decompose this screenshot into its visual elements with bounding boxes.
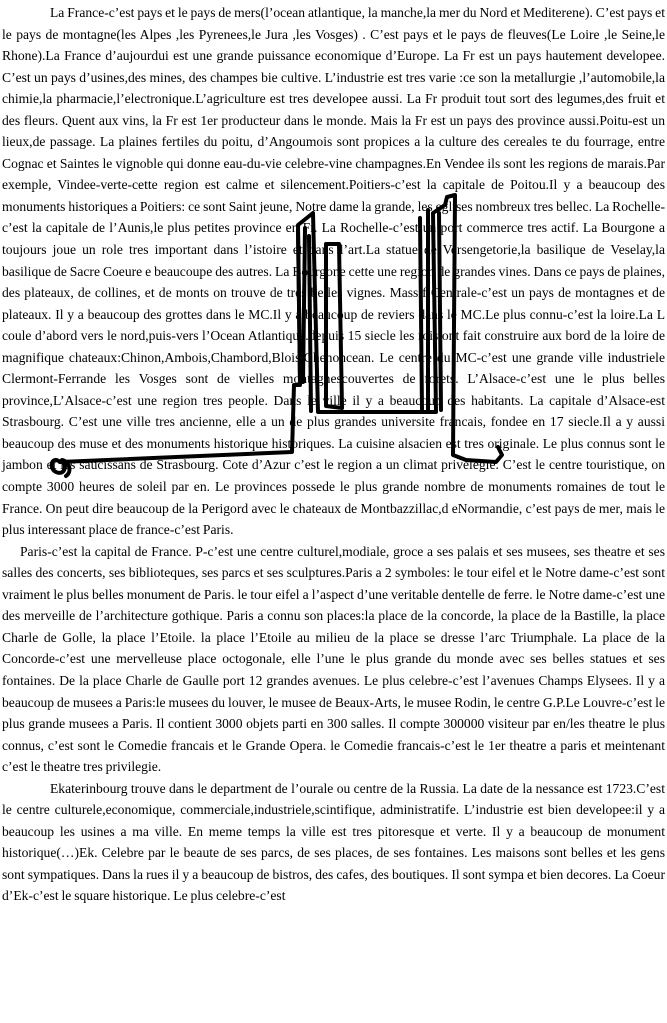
paragraph-france: La France-c’est pays et le pays de mers(l’ocean atlantique, la manche,la mer du Nord et Mediterene). C’est pays et le pays de montagne(les Alpes ,les Pyrenees,le Jura ,les Vosges) . C’est pays et le pays de fleuves(Le Loire ,le Seine,le Rhone).La France d’aujourdui est une grande puissance economique d’Europe. La Fr est un pays hautement developee. C’est un pays d’usines,des mines, des champes bie cultive. L’industrie est tres varie :ce son la metallurgie ,l’automobile,la chimie,la pharmacie,l’electronique.L’agriculture est tres developee aussi. La Fr produit tout sort des legumes,des fruit et des fleurs. Quent aux vins, la Fr est 1er producteur dans le monde. Mais la Fr est un pays des province aussi.Poitu-est un lieux,de passage. La plaines fertiles du poitu, d’Angoumois sont propices a la culture des cereales te du fourrage, entre Cognac et Saintes le vignoble qui donne eau-du-vie celebre-vine champagnes.En Vendee ils sont les regions de marais.Par exemple, Vindee-verte-cette region est calme et silencement.Poitiers-c’est la capitale de Poitou.Il y a beaucoup des monuments historiques a Poitiers: ce sont Saint jeune, Notre dame la grande, les eglises nombreux tres bellec. La Rochelle-c’est la capitale de l’Aunis,le plus petites province en Fr. La Rochelle-c’est un port commerce tres actif. La Bourgone a toujours joue un role tres important dans l’istoire et dans l’art.La statue de Versengetorie,la basilique de Veselay,la basilique de Sacre Coeure e beaucoupe des autres. La Bourgone cette une region de grandes vines. Dans ce pays de plaines, des plateaux, de collines, et de monts on trouve de tres belles vignes. Massif Centrale-c’est un pays de montagnes et de plateaux. Il y a beaucoup des grottes dans le MC.Il y a beaucoup de reviers dans le MC.Le plus connu-c’est la loire.La L coule d’abord vers le nord,puis-vers l’Ocean Atlantique.depuis 15 siecle les rois ont fait construire aux bord de la loire de magnifique chateaux:Chinon,Ambois,Chambord,Blois,Chenoncean. Le centre du MC-c’est une grande ville industriele Clermont-Ferrande les Vosges sont de vielles montagnescouvertes de forets. L’Alsace-c’est une le plus belles province,L’Alsace-c’est une region tres people. Dans le ville il y a beaucoup des habitants. La capitale d’Alsace-est Strasbourg. C’est une ville tres ancienne, elle a un de plus grandes universite francais, fondee en 17 siecle.Il a y aussi beaucoup des muse et des monuments historique historiques. La cuisine alsacien est tres originale. Le plus connus sont le jambon et les saucissans de Strasbourg. Cote d’Azur c’est le region a un climat privelegie. C’est le centre touristique, on compte 3000 heures de soleil par en. Le provinces possede le plus grande nombre de monuments romaines de tout le France. On peut dire beaucoup de la Perigord avec le chateaux de Montbazzillac,d eNormandie, c’est pays de mer, mais le plus interessant place de france-c’est Paris. xyxy=(2,5,665,538)
paragraph-ekaterinbourg: Ekaterinbourg trouve dans le department de l’ourale ou centre de la Russia. La date de la nessance est 1723.C’est le centre culturele,economique, commerciale,industriele,scintifique, administratife. L’industrie est bien developee:il y a beaucoup les usines a ma ville. En meme temps la ville est tres pitoresque et verte. Il y a beaucoup de monument historique(…)Ek. Celebre par le beaute de ses parcs, de ses places, de ses fontaines. Les maisons sont belles et les gens sont sympatiques. Dans la rues il y a beaucoup de bistros, des cafes, des boutiques. Il sont sympa et bien decores. La Coeur d’Ek-c’est le square historique. Le plus celebre-c’est xyxy=(2,780,665,904)
paragraph-paris: Paris-c’est la capital de France. P-c’est une centre culturel,modiale, groce a ses palais et ses musees, ses theatre et ses salles des concerts, ses biblioteques, ses parcs et ses sculptures.Paris a 2 symboles: le tour eifel et le Notre dame-c’est sont vraiment le plus belles monument de Paris. le tour eifel a l’aspect d’une veritable dentelle de ferre. le Notre dame-c’est une des merveille de l’architecture gothique. Paris a connu son places:la place de la concorde, la place de la Bastille, la place Charle de Golle, la place l’Etoile. la place l’Etoile au milieu de la place se dresse l’arc Triumphale. La place de la Concorde-c’est une mervelleuse place octogonale, elle l’une le plus grande du monde avec ses belles statues et ses fontaines. De la place Charle de Gaulle port 12 grandes avenues. Le plus celebre-c’est l’avenues Champs Elysees. Il y a beaucoup de musees a Paris:le musees du louver, le musee de Beaux-Arts, le musee Rodin, le centre G.P.Le Louvre-c’est le plus grande musees a Paris. Il contient 3000 objets parti en 300 salles. Il compte 300000 visiteur par en/les theatre le plus connus, c’est sont le Comedie francais et le Grande Opera. le Comedie francais-c’est le 1er theatre a paris et meintenant c’est le theatre tres privilegie. xyxy=(2,543,665,775)
